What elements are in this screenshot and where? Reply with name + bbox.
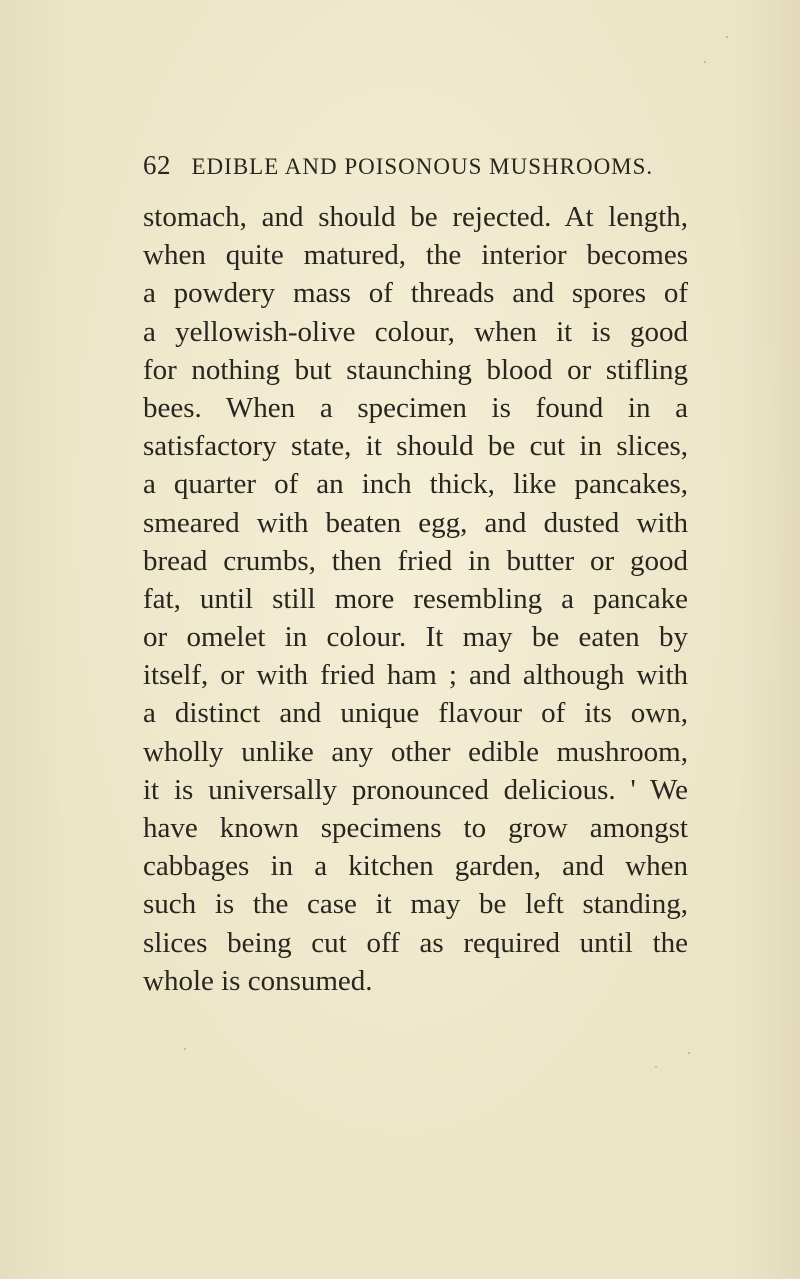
page-number: 62 — [143, 150, 171, 180]
body-paragraph — [143, 198, 688, 1000]
text-line: itself, or with fried ham ; and although with — [143, 659, 688, 692]
text-line: stomach, and should be rejected. At length, — [143, 201, 688, 233]
text-line: satisfactory state, it should be cut in slices, — [143, 430, 688, 463]
paper-speck — [704, 61, 706, 63]
text-line: cabbages in a kitchen garden, and when — [143, 850, 688, 883]
text-line: for nothing but staunching blood or stifling — [143, 353, 688, 386]
text-line: or omelet in colour. It may be eaten by — [143, 621, 688, 654]
text-line: smeared with beaten egg, and dusted with — [143, 506, 688, 539]
text-line: a quarter of an inch thick, like pancakes, — [143, 468, 688, 501]
text-line: a yellowish-olive colour, when it is good — [143, 315, 688, 348]
text-line: it is universally pronounced delicious. ' We — [143, 773, 688, 806]
text-line: have known specimens to grow amongst — [143, 812, 688, 844]
text-line: such is the case it may be left standing, — [143, 888, 688, 921]
text-line: wholly unlike any other edible mushroom, — [143, 735, 688, 768]
text-line: bread crumbs, then fried in butter or good — [143, 544, 688, 577]
text-line: bees. When a specimen is found in a — [143, 391, 688, 424]
text-line: fat, until still more resembling a pancake — [143, 582, 688, 615]
text-line: slices being cut off as required until the — [143, 926, 688, 959]
paper-speck — [655, 1066, 657, 1068]
paper-speck — [726, 36, 728, 38]
text-line: when quite matured, the interior becomes — [143, 239, 688, 272]
running-head — [143, 150, 663, 186]
running-title: EDIBLE AND POISONOUS MUSHROOMS. — [191, 154, 654, 179]
text-line: whole is consumed. — [143, 964, 373, 997]
paper-speck — [184, 1048, 186, 1050]
paper-speck — [688, 1052, 690, 1054]
text-line: a distinct and unique flavour of its own, — [143, 697, 688, 730]
text-line: a powdery mass of threads and spores of — [143, 277, 688, 310]
